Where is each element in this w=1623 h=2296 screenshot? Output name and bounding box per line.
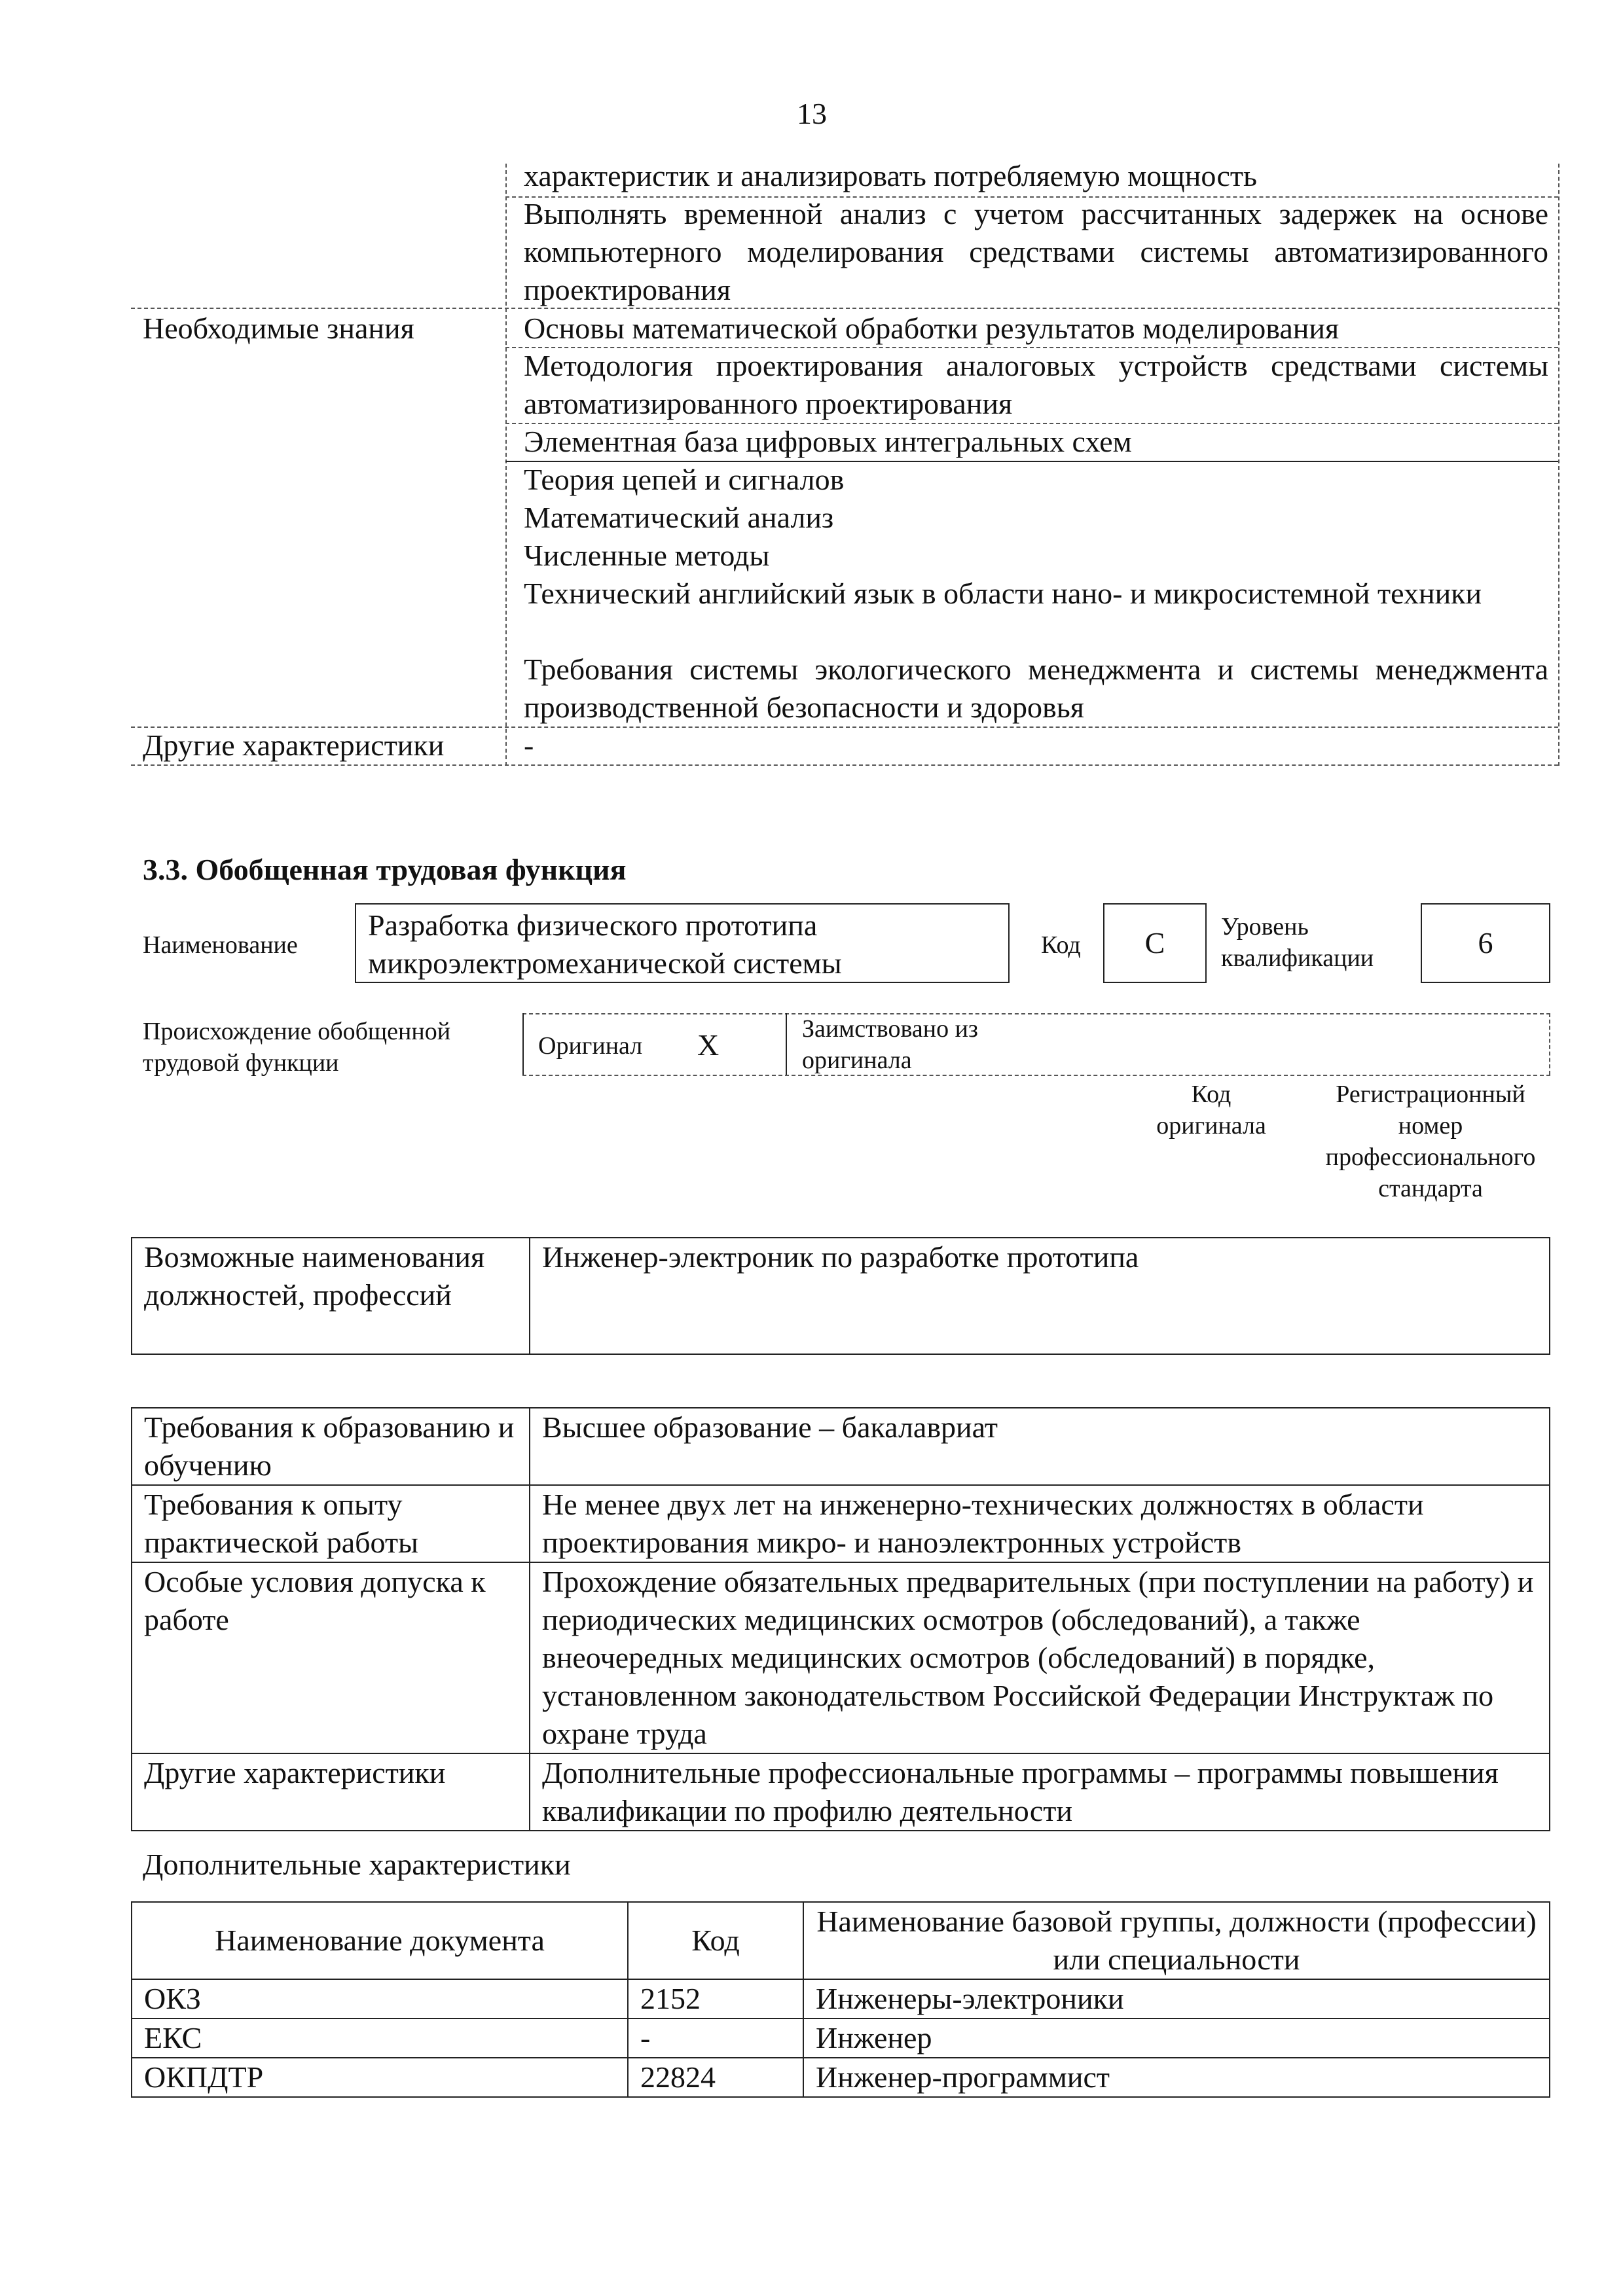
level-value: 6 [1478, 926, 1493, 960]
additional-title: Дополнительные характеристики [143, 1848, 571, 1881]
skill-cell: характеристик и анализировать потребляемую мощность [524, 159, 1257, 192]
name-label: Наименование [143, 931, 298, 959]
table-row [132, 2058, 1550, 2097]
requirements-table [131, 1407, 1550, 1831]
knowledge-item: Технический английский язык в области нано- и микросистемной техники [524, 577, 1482, 610]
column-header: Наименование документа [132, 1902, 628, 1979]
table-bottom-border [131, 764, 1558, 766]
original-mark: X [697, 1028, 720, 1062]
requirement-value: Прохождение обязательных предварительных (при поступлении на работу) и периодических медицинских осмотров (обследований), а также внеочередных медицинских осмотров (обследований) в порядке, установленном законодательством Российской Федерации Инструктаж по охране труда [530, 1562, 1550, 1753]
knowledge-item: Методология проектирования аналоговых устройств средствами системы автоматизированного проектирования [524, 349, 1548, 420]
table-cell: ЕКС [132, 2018, 628, 2058]
knowledge-label: Необходимые знания [143, 312, 414, 345]
table-cell: 2152 [628, 1979, 803, 2018]
table-cell: Инженеры-электроники [803, 1979, 1550, 2018]
knowledge-item: Математический анализ [524, 501, 834, 534]
table-row [132, 1238, 1550, 1354]
reg-number-label: Регистрационный номер профессионального стандарта [1325, 1081, 1536, 1202]
positions-table [131, 1237, 1550, 1355]
requirement-value: Высшее образование – бакалавриат [530, 1408, 1550, 1485]
column-header: Наименование базовой группы, должности (профессии) или специальности [803, 1902, 1550, 1979]
table-cell: Инженер [803, 2018, 1550, 2058]
column-header: Код [628, 1902, 803, 1979]
table-cell: 22824 [628, 2058, 803, 2097]
table-row [132, 1408, 1550, 1485]
origin-bottom-border [522, 1075, 1550, 1076]
other-label: Другие характеристики [143, 728, 445, 762]
knowledge-item: Элементная база цифровых интегральных схем [524, 425, 1132, 458]
positions-label: Возможные наименования должностей, профессий [132, 1238, 530, 1354]
column-divider [505, 164, 507, 766]
requirement-value: Не менее двух лет на инженерно-технических должностях в области проектирования микро- и наноэлектронных устройств [530, 1485, 1550, 1562]
origin-label: Происхождение обобщенной трудовой функции [143, 1018, 451, 1077]
table-header-row [132, 1902, 1550, 1979]
additional-table [131, 1901, 1550, 2098]
skill-cell: Выполнять временной анализ с учетом рассчитанных задержек на основе компьютерного моделирования средствами системы автоматизированного проектирования [524, 197, 1548, 306]
code-label: Код [1041, 931, 1081, 959]
requirement-label: Особые условия допуска к работе [132, 1562, 530, 1753]
knowledge-item: Основы математической обработки результатов моделирования [524, 312, 1340, 345]
table-cell: - [628, 2018, 803, 2058]
other-value: - [524, 728, 534, 762]
table-cell: Инженер-программист [803, 2058, 1550, 2097]
code-original-label: Код оригинала [1156, 1081, 1266, 1139]
knowledge-item: Требования системы экологического менеджмента и системы менеджмента производственной безопасности и здоровья [524, 653, 1548, 724]
right-border [1558, 164, 1559, 766]
borrowed-label: Заимствовано из оригинала [802, 1015, 978, 1074]
requirement-value: Дополнительные профессиональные программы – программы повышения квалификации по профилю деятельности [530, 1753, 1550, 1831]
positions-value: Инженер-электроник по разработке прототипа [530, 1238, 1550, 1354]
origin-divider [786, 1013, 787, 1075]
table-row [132, 1753, 1550, 1831]
table-row [132, 1485, 1550, 1562]
knowledge-item: Теория цепей и сигналов [524, 463, 845, 496]
row-divider [131, 308, 1558, 309]
knowledge-item: Численные методы [524, 539, 770, 572]
level-label: Уровень квалификации [1221, 913, 1374, 972]
requirement-label: Другие характеристики [132, 1753, 530, 1831]
table-row [132, 1562, 1550, 1753]
requirement-label: Требования к образованию и обучению [132, 1408, 530, 1485]
origin-left-border [522, 1013, 524, 1075]
table-cell: ОКПДТР [132, 2058, 628, 2097]
page-number: 13 [797, 97, 827, 130]
code-value: С [1144, 926, 1165, 960]
table-row [132, 2018, 1550, 2058]
section-title: 3.3. Обобщенная трудовая функция [143, 853, 627, 886]
name-value: Разработка физического прототипа микроэлектромеханической системы [368, 908, 842, 980]
requirement-label: Требования к опыту практической работы [132, 1485, 530, 1562]
origin-right-border [1549, 1013, 1550, 1075]
table-cell: ОКЗ [132, 1979, 628, 2018]
original-label: Оригинал [538, 1032, 643, 1060]
table-row [132, 1979, 1550, 2018]
